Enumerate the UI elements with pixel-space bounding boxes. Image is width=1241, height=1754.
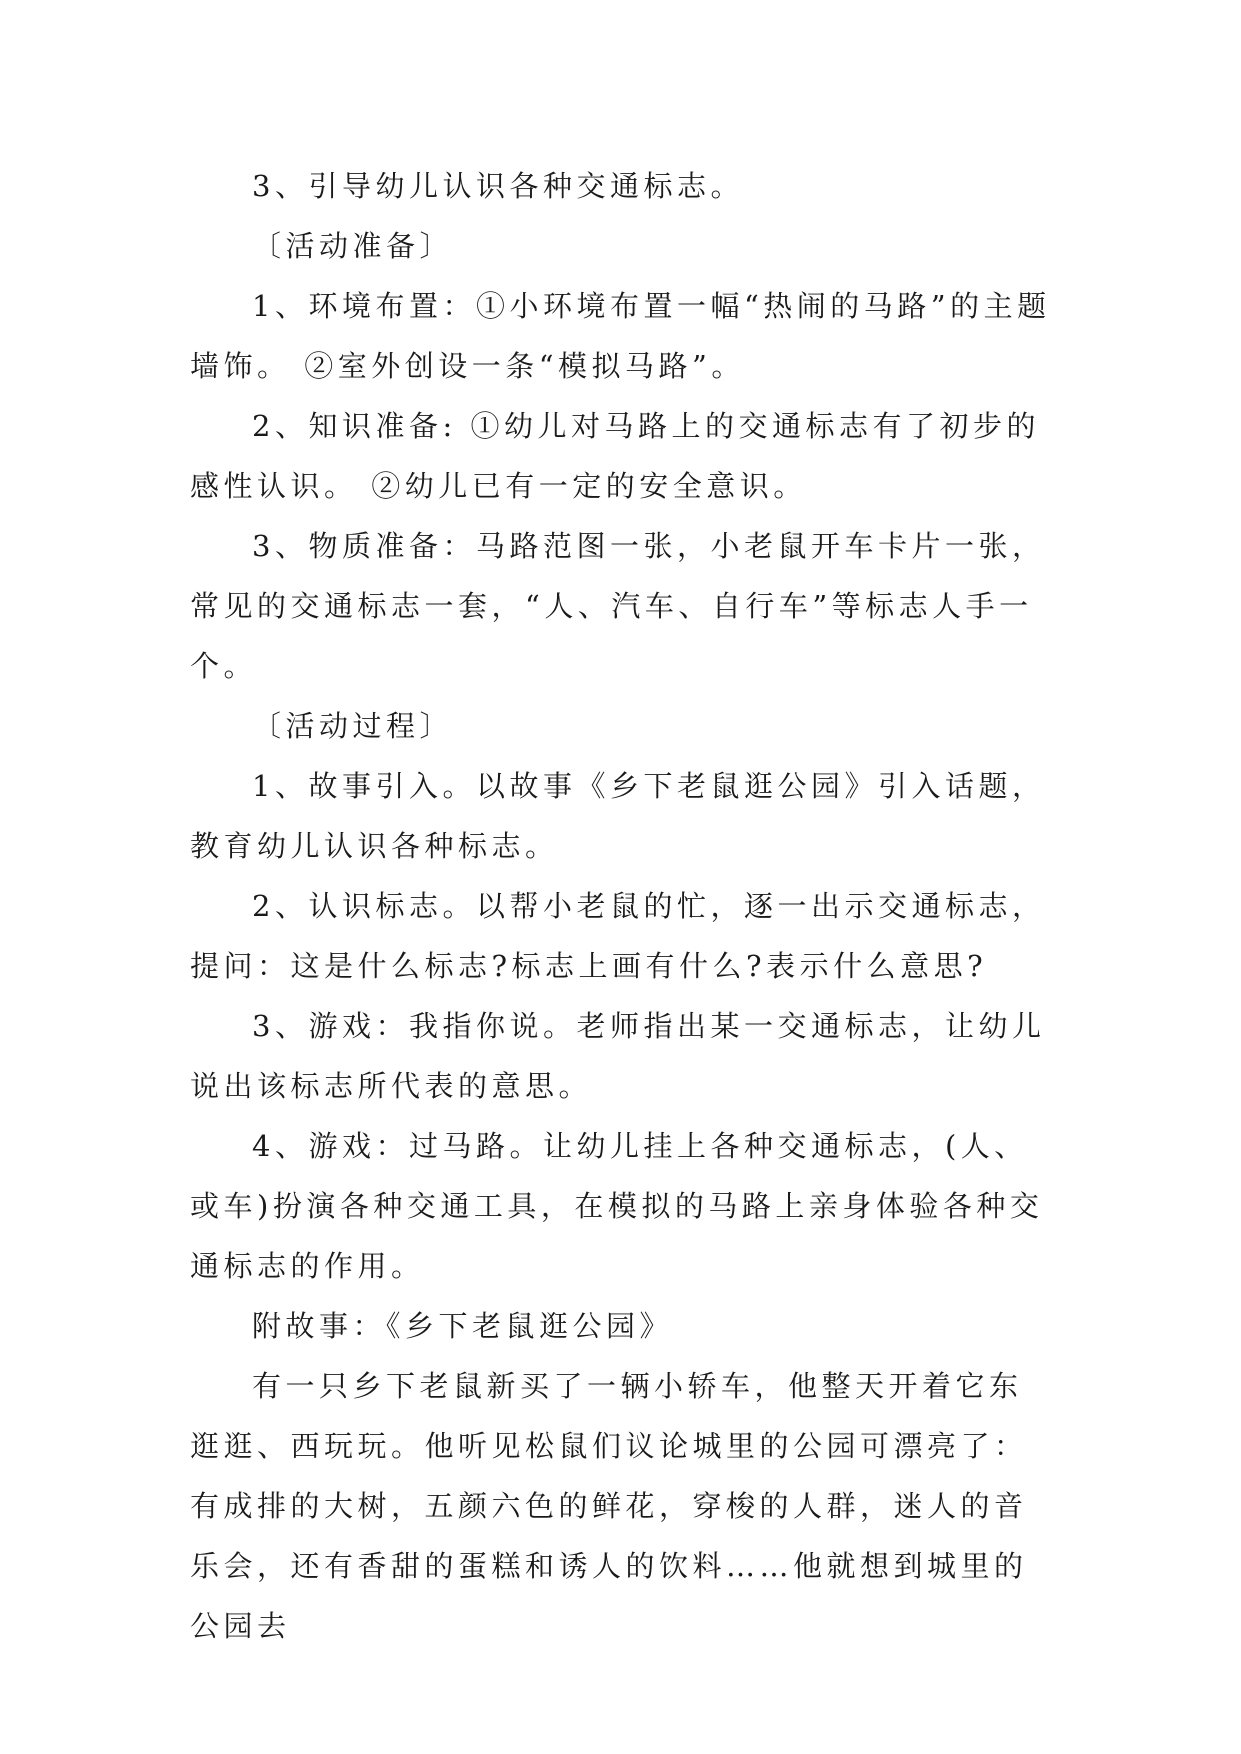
preparation-knowledge-paragraph: 2、知识准备: ①幼儿对马路上的交通标志有了初步的感性认识。 ②幼儿已有一定的安全意识。: [190, 409, 1040, 503]
process-step-2-paragraph: 2、认识标志。以帮小老鼠的忙，逐一出示交通标志，提问：这是什么标志?标志上画有什么?表示什么意思?: [190, 889, 1046, 983]
process-step-3-paragraph: 3、游戏：我指你说。老师指出某一交通标志，让幼儿说出该标志所代表的意思。: [190, 1009, 1046, 1103]
section-heading-preparation: 〔活动准备〕: [252, 229, 454, 263]
document-body: [190, 156, 1055, 1656]
appendix-story-title: 附故事：《乡下老鼠逛公园》: [252, 1309, 674, 1343]
preparation-materials-paragraph: 3、物质准备：马路范图一张，小老鼠开车卡片一张，常见的交通标志一套，“人、汽车、自行车”等标志人手一个。: [190, 529, 1046, 683]
section-heading-process: 〔活动过程〕: [252, 709, 454, 743]
story-paragraph: 有一只乡下老鼠新买了一辆小轿车，他整天开着它东逛逛、西玩玩。他听见松鼠们议论城里的公园可漂亮了：有成排的大树，五颜六色的鲜花，穿梭的人群，迷人的音乐会，还有香甜的蛋糕和诱人的饮料……他就想到城里的公园去: [190, 1369, 1028, 1643]
process-step-4-paragraph: 4、游戏：过马路。让幼儿挂上各种交通标志，(人、或车)扮演各种交通工具，在模拟的马路上亲身体验各种交通标志的作用。: [190, 1129, 1044, 1283]
process-step-1-paragraph: 1、故事引入。以故事《乡下老鼠逛公园》引入话题，教育幼儿认识各种标志。: [190, 769, 1046, 863]
preparation-environment-paragraph: 1、环境布置：①小环境布置一幅“热闹的马路”的主题墙饰。 ②室外创设一条“模拟马路”。: [190, 289, 1051, 383]
goal-paragraph-3: 3、引导幼儿认识各种交通标志。: [252, 169, 744, 203]
